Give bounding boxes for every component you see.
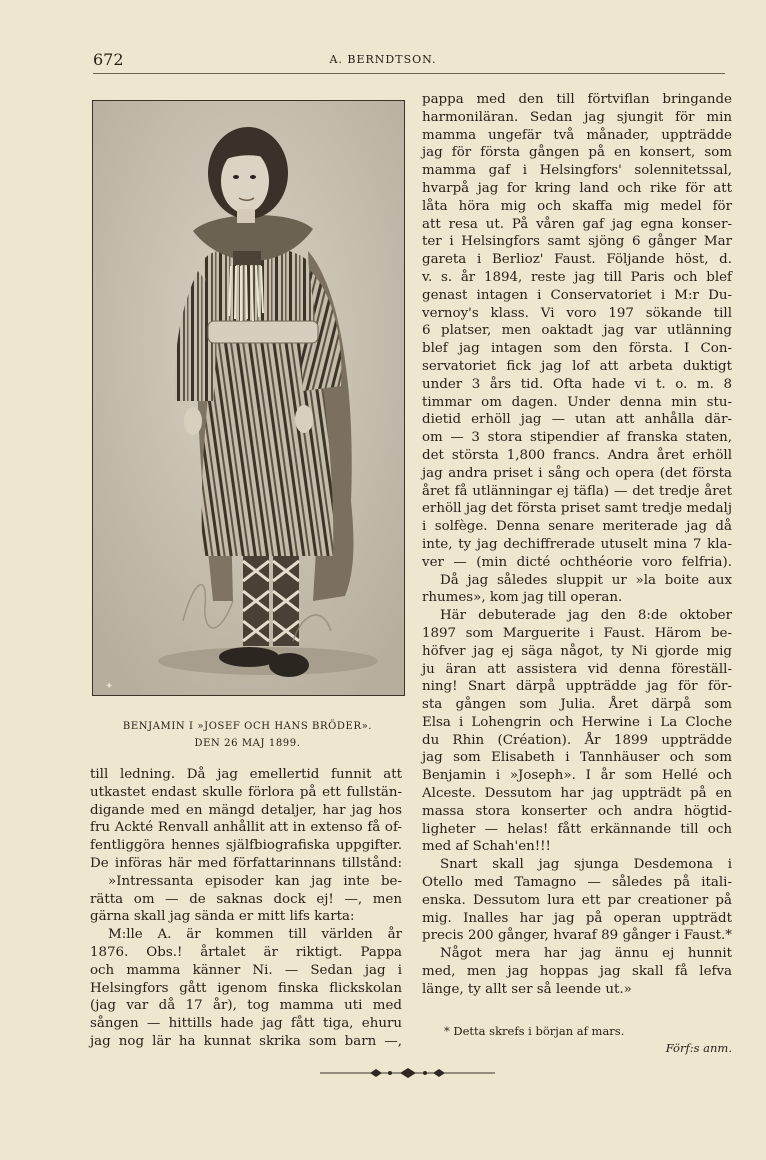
text-line: jag nog lär ha kunnat skrika som barn —, <box>90 1033 402 1049</box>
text-line: länge, ty allt ser så leende ut.» <box>422 981 632 997</box>
left-column <box>90 766 402 1051</box>
text-line: om — 3 stora stipendier af franska staten, <box>422 430 732 446</box>
text-line: precis 200 gånger, hvaraf 89 gånger i Faust.* <box>422 928 732 944</box>
text-line: Här debuterade jag den 8:de oktober <box>440 608 732 624</box>
text-line: mig. Inalles har jag på operan uppträdt <box>422 910 732 926</box>
text-line: Då jag således sluppit ur »la boite aux <box>440 572 732 588</box>
text-line: Helsingfors gått igenom finska flickskolan <box>90 980 402 996</box>
text-line: 1876. Obs.! årtalet är riktigt. Pappa <box>90 944 402 960</box>
text-line: enska. Dessutom lura ett par creationer på <box>422 892 732 908</box>
text-line: ver — (min dicté ochthéorie voro felfria). <box>422 554 732 570</box>
text-line: harmoniläran. Sedan jag sjungit för min <box>422 109 732 125</box>
text-line: sången — hittills hade jag fått tiga, ehuru <box>90 1016 402 1032</box>
text-line: servatoriet fick jag lof att arbeta duktigt <box>422 358 732 374</box>
text-line: att resa ut. På våren gaf jag egna konser- <box>422 216 732 232</box>
text-line: gärna skall jag sända er mitt lifs karta: <box>90 909 355 925</box>
text-line: gareta i Berlioz' Faust. Följande höst, d. <box>422 252 732 268</box>
text-line: mamma gaf i Helsingfors' solennitetssal, <box>422 163 732 179</box>
text-line: 6 platser, men oaktadt jag var utlänning <box>422 323 732 339</box>
text-line: Något mera har jag ännu ej hunnit <box>440 946 732 962</box>
header-rule <box>93 73 725 74</box>
text-line: (jag var då 17 år), tog mamma uti med <box>90 998 402 1014</box>
text-line: ligheter — helas! fått erkännande till och <box>422 821 732 837</box>
text-line: rhumes», kom jag till operan. <box>422 590 623 606</box>
right-column <box>422 91 732 999</box>
text-line: dietid erhöll jag — utan att anhålla där- <box>422 412 732 428</box>
footnote-signature: Förf:s anm. <box>665 1041 732 1055</box>
text-line: mamma ungefär två månader, uppträdde <box>422 127 732 143</box>
text-line: vernoy's klass. Vi voro 197 sökande till <box>422 305 732 321</box>
text-line: v. s. år 1894, reste jag till Paris och blef <box>422 269 732 285</box>
text-line: fentliggöra hennes själfbiografiska uppgifter. <box>90 838 402 854</box>
text-line: »Intressanta episoder kan jag inte be- <box>108 873 402 889</box>
text-line: 1897 som Marguerite i Faust. Härom be- <box>422 625 732 641</box>
text-line: Elsa i Lohengrin och Herwine i La Cloche <box>422 714 732 730</box>
text-line: pappa med den till förtviflan bringande <box>422 92 732 107</box>
text-line: Benjamin i »Joseph». I år som Hellé och <box>422 768 732 784</box>
svg-text:✦: ✦ <box>105 681 114 692</box>
text-line: blef jag intagen som den första. I Con- <box>422 341 732 357</box>
text-line: höfver jag ej säga något, ty Ni gjorde mig <box>422 643 732 659</box>
text-line: ju äran att assistera vid denna föreställ- <box>422 661 732 677</box>
text-line: M:lle A. är kommen till världen år <box>108 927 402 943</box>
text-line: inte, ty jag dechiffrerade utuselt mina 7 kla- <box>422 536 732 552</box>
text-line: massa stora konserter och andra högtid- <box>422 803 732 819</box>
text-line: sta gången som Julia. Året därpå som <box>422 697 732 713</box>
caption-line: DEN 26 MAJ 1899. <box>194 738 301 749</box>
text-line: utkastet endast skulle förlora på ett fullstän- <box>90 784 402 800</box>
text-line: det största 1,800 francs. Andra året erhöll <box>422 447 732 463</box>
running-head: A. BERNDTSON. <box>329 53 437 66</box>
portrait-photo <box>92 100 405 696</box>
page-number: 672 <box>93 50 124 69</box>
portrait-illustration <box>93 101 404 695</box>
text-line: digande med en mängd detaljer, har jag hos <box>90 802 402 818</box>
text-line: ning! Snart därpå uppträdde jag för för- <box>422 679 732 695</box>
text-line: De införas här med författarinnans tillstånd: <box>90 855 402 871</box>
text-line: och mamma känner Ni. — Sedan jag i <box>90 962 402 978</box>
text-line: du Rhin (Création). År 1899 uppträdde <box>422 732 732 748</box>
text-line: med af Schah'en!!! <box>422 839 551 855</box>
text-line: erhöll jag det första priset samt tredje medalj <box>422 501 732 517</box>
text-line: genast intagen i Conservatoriet i M:r Du- <box>422 287 732 303</box>
text-line: med, men jag hoppas jag skall få lefva <box>422 964 732 980</box>
text-line: i solfège. Denna senare meriterade jag då <box>422 519 732 535</box>
text-line: under 3 års tid. Ofta hade vi t. o. m. 8 <box>422 376 732 392</box>
text-line: rätta om — de saknas dock ej! —, men <box>90 891 402 907</box>
footnote <box>422 1023 732 1057</box>
text-line: Snart skall jag sjunga Desdemona i <box>440 857 732 873</box>
figure-caption <box>92 718 403 752</box>
end-ornament <box>320 1066 495 1080</box>
text-line: låta höra mig och skaffa mig medel för <box>422 198 732 214</box>
footnote-text: * Detta skrefs i början af mars. <box>444 1024 625 1038</box>
text-line: timmar om dagen. Under denna min stu- <box>422 394 732 410</box>
text-line: jag andra priset i sång och opera (det första <box>422 465 732 481</box>
text-line: Alceste. Dessutom har jag uppträdt på en <box>422 786 732 802</box>
text-line: ter i Helsingfors samt sjöng 6 gånger Mar <box>422 234 732 250</box>
footnote-rule <box>422 1012 732 1014</box>
text-line: hvarpå jag for kring land och rike för att <box>422 180 732 196</box>
text-line: året få utlänningar ej täfla) — det tredje året <box>422 483 732 499</box>
text-line: Otello med Tamagno — således på itali- <box>422 875 732 891</box>
text-line: till ledning. Då jag emellertid funnit att <box>90 767 402 782</box>
text-line: jag för första gången på en konsert, som <box>422 145 732 161</box>
text-line: fru Ackté Renvall anhållit att in extenso få of- <box>90 820 402 836</box>
text-line: jag som Elisabeth i Tannhäuser och som <box>422 750 732 766</box>
caption-line: BENJAMIN I »JOSEF OCH HANS BRÖDER». <box>122 721 373 732</box>
